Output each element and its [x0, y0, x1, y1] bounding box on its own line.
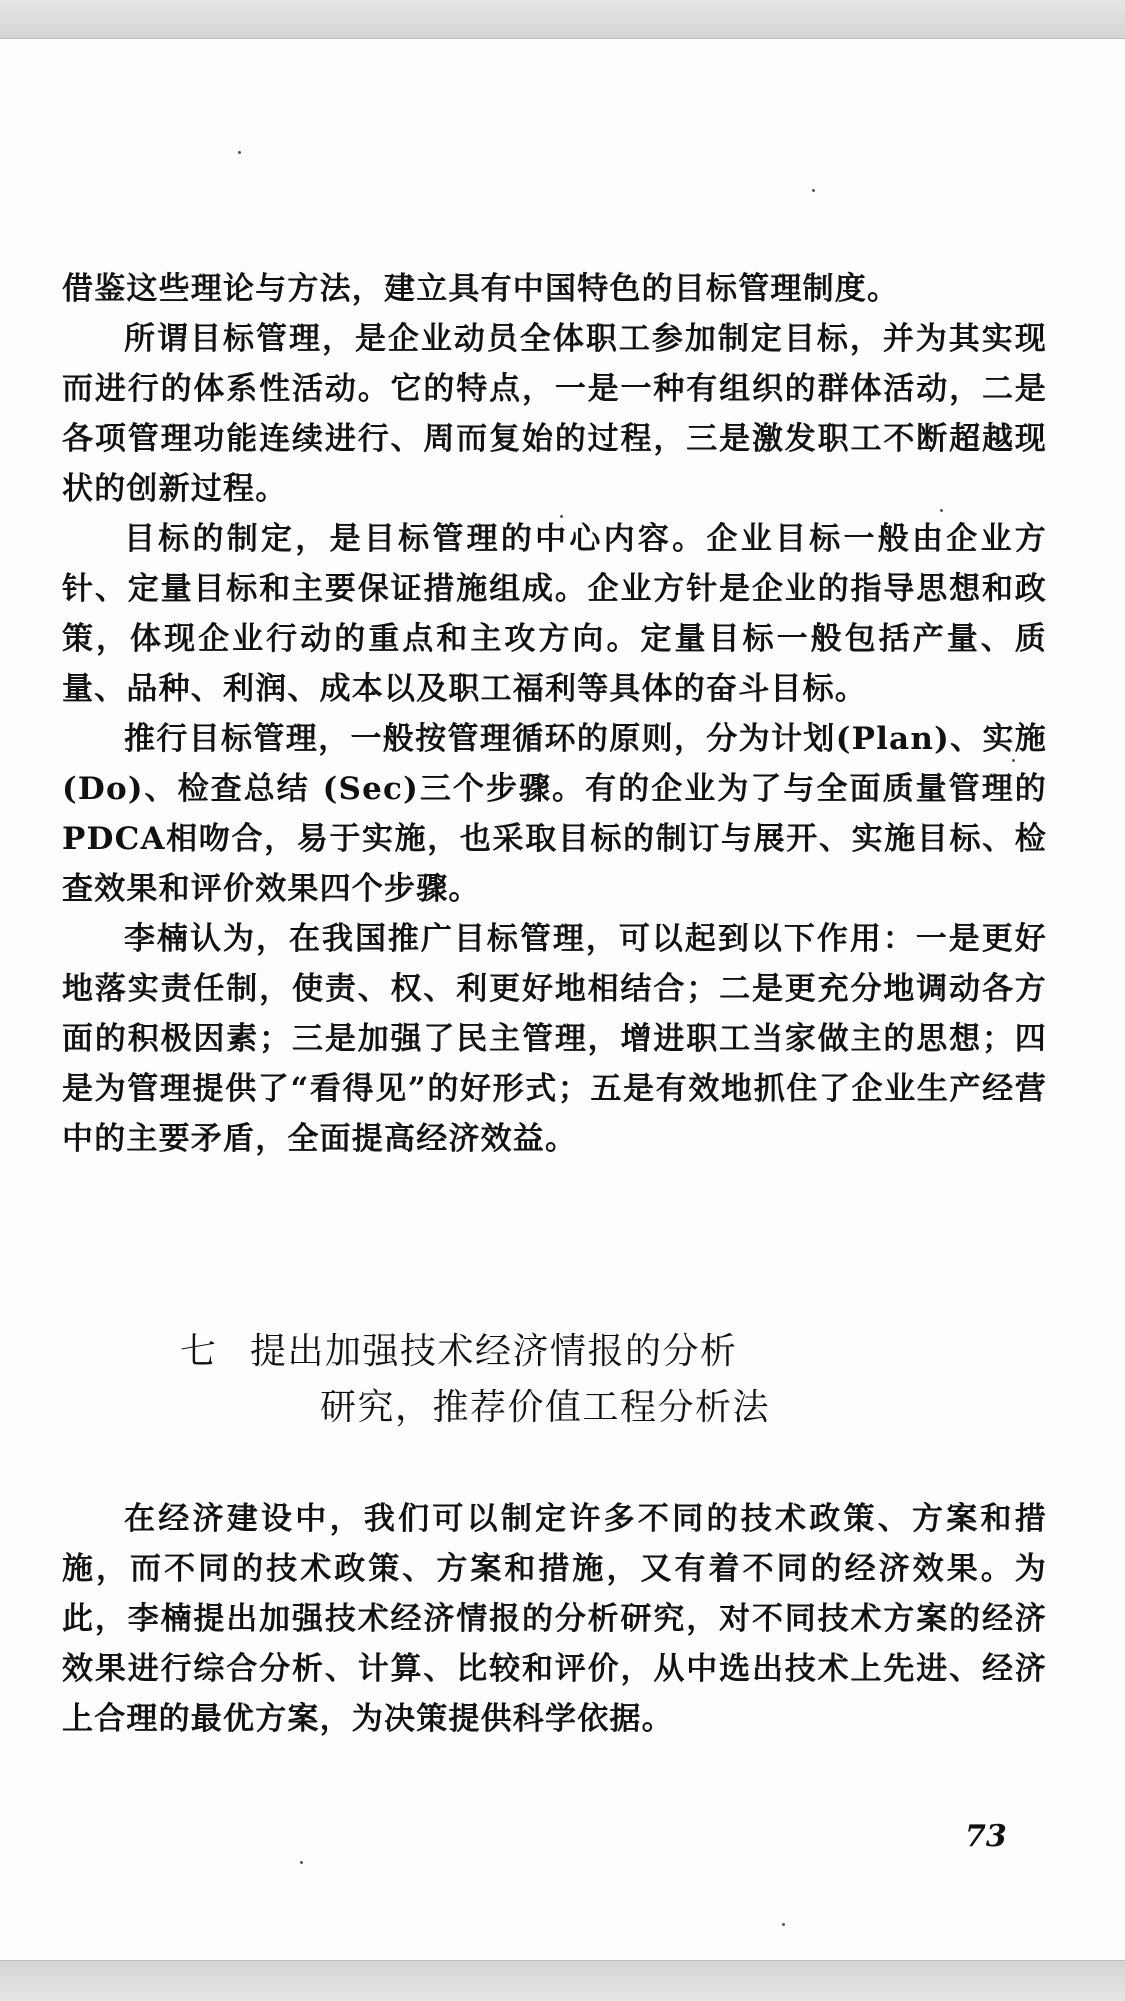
viewer-bottom-bar	[0, 1960, 1125, 2001]
scan-speck	[812, 189, 815, 192]
paragraph: 借鉴这些理论与方法，建立具有中国特色的目标管理制度。	[62, 271, 900, 307]
section-heading	[180, 1324, 945, 1436]
scan-speck	[782, 1923, 785, 1926]
paragraph: 目标的制定，是目标管理的中心内容。企业目标一般由企业方针、定量目标和主要保证措施组成。企业方针是企业的指导思想和政策，体现企业行动的重点和主攻方向。定量目标一般包括产量、质量、品种、利润、成本以及职工福利等具体的奋斗目标。	[62, 521, 1047, 707]
paragraph: 推行目标管理，一般按管理循环的原则，分为计划(Plan)、实施(Do)、检查总结 (Sec)三个步骤。有的企业为了与全面质量管理的PDCA相吻合，易于实施，也采取目标的制订与展开、实施目标、检查效果和评价效果四个步骤。	[62, 721, 1047, 907]
paragraph: 在经济建设中，我们可以制定许多不同的技术政策、方案和措施，而不同的技术政策、方案和措施，又有着不同的经济效果。为此，李楠提出加强技术经济情报的分析研究，对不同技术方案的经济效果进行综合分析、计算、比较和评价，从中选出技术上先进、经济上合理的最优方案，为决策提供科学依据。	[62, 1501, 1047, 1737]
scan-speck	[238, 151, 241, 154]
section-title-line2: 研究，推荐价值工程分析法	[320, 1387, 771, 1428]
viewer-top-bar	[0, 0, 1125, 39]
body-text-part1	[62, 264, 1047, 1164]
section-title-line1: 提出加强技术经济情报的分析	[250, 1331, 738, 1372]
paragraph: 所谓目标管理，是企业动员全体职工参加制定目标，并为其实现而进行的体系性活动。它的特点，一是一种有组织的群体活动，二是各项管理功能连续进行、周而复始的过程，三是激发职工不断超越现状的创新过程。	[62, 321, 1047, 507]
page-number: 73	[965, 1819, 1007, 1854]
scan-speck	[300, 1861, 303, 1864]
scanned-book-page	[0, 39, 1125, 1959]
paragraph: 李楠认为，在我国推广目标管理，可以起到以下作用：一是更好地落实责任制，使责、权、利更好地相结合；二是更充分地调动各方面的积极因素；三是加强了民主管理，增进职工当家做主的思想；四是为管理提供了“看得见”的好形式；五是有效地抓住了企业生产经营中的主要矛盾，全面提高经济效益。	[62, 921, 1047, 1157]
section-number: 七	[180, 1331, 218, 1372]
body-text-part2	[62, 1494, 1047, 1744]
